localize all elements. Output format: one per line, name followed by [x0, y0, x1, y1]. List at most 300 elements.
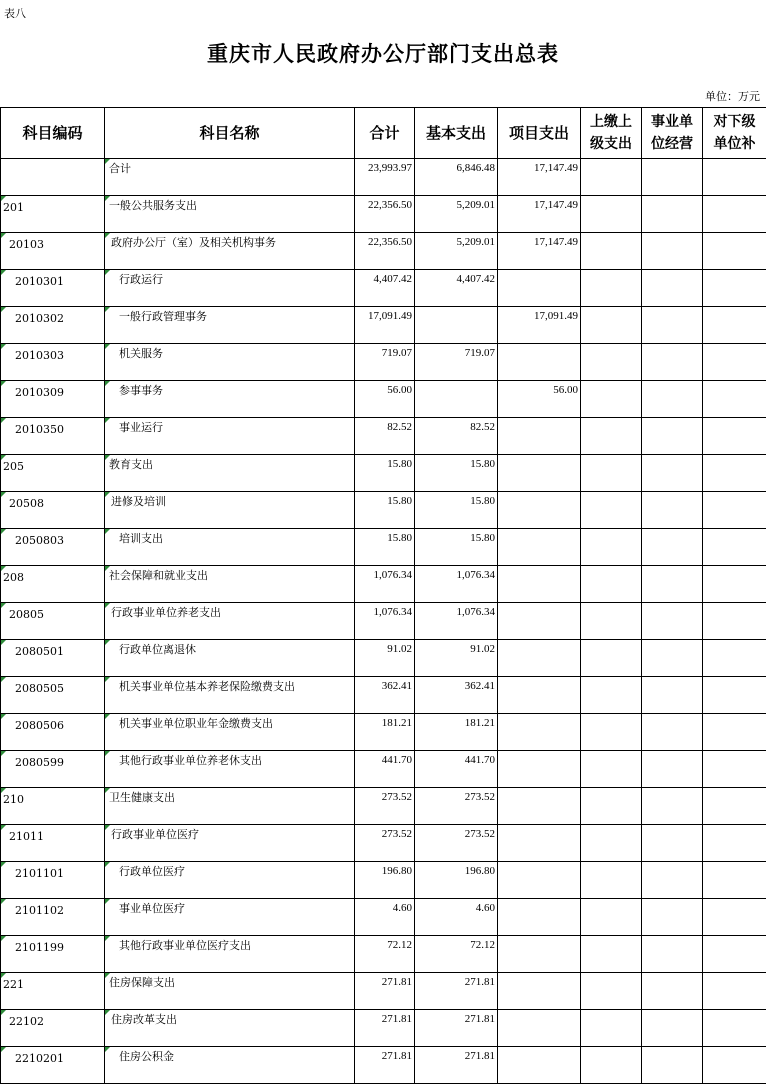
name-cell-text: 卫生健康支出 — [109, 791, 175, 804]
header-business-line2: 位经营 — [642, 133, 702, 155]
basic-cell — [415, 344, 498, 381]
name-cell-text: 一般公共服务支出 — [109, 199, 197, 212]
basic-cell-text: 5,209.01 — [457, 199, 496, 211]
cell-marker-icon — [1, 825, 6, 830]
code-cell — [1, 1010, 105, 1047]
subsidy-cell — [703, 862, 766, 899]
upper-cell — [581, 603, 642, 640]
cell-marker-icon — [105, 862, 110, 867]
name-cell — [105, 566, 355, 603]
table-row — [1, 418, 766, 455]
total-cell — [355, 381, 415, 418]
subsidy-cell — [703, 529, 766, 566]
header-basic: 基本支出 — [415, 108, 498, 159]
business-cell — [642, 566, 703, 603]
business-cell — [642, 714, 703, 751]
basic-cell — [415, 862, 498, 899]
total-cell-text: 1,076.34 — [374, 606, 413, 618]
cell-marker-icon — [105, 566, 110, 571]
cell-marker-icon — [105, 307, 110, 312]
business-cell — [642, 751, 703, 788]
subsidy-cell — [703, 381, 766, 418]
name-cell-text: 行政事业单位养老支出 — [111, 606, 221, 619]
upper-cell — [581, 529, 642, 566]
code-cell — [1, 270, 105, 307]
basic-cell — [415, 196, 498, 233]
cell-marker-icon — [1, 566, 6, 571]
code-cell — [1, 196, 105, 233]
code-cell-text: 201 — [3, 201, 24, 214]
header-name: 科目名称 — [105, 108, 355, 159]
header-row — [1, 108, 766, 159]
code-cell — [1, 233, 105, 270]
header-business — [642, 108, 703, 159]
cell-marker-icon — [105, 233, 110, 238]
cell-marker-icon — [105, 196, 110, 201]
cell-marker-icon — [105, 788, 110, 793]
expenditure-table — [0, 107, 766, 1084]
header-upper-line1: 上缴上 — [581, 111, 641, 133]
business-cell — [642, 455, 703, 492]
cell-marker-icon — [1, 270, 6, 275]
upper-cell — [581, 677, 642, 714]
basic-cell — [415, 566, 498, 603]
table-row — [1, 677, 766, 714]
basic-cell-text: 441.70 — [465, 754, 495, 766]
project-cell — [498, 603, 581, 640]
total-cell-text: 273.52 — [382, 791, 412, 803]
code-cell — [1, 529, 105, 566]
basic-cell-text: 72.12 — [470, 939, 495, 951]
project-cell-text: 56.00 — [553, 384, 578, 396]
subsidy-cell — [703, 751, 766, 788]
page-title: 重庆市人民政府办公厅部门支出总表 — [0, 38, 766, 68]
basic-cell-text: 196.80 — [465, 865, 495, 877]
subsidy-cell — [703, 344, 766, 381]
header-upper — [581, 108, 642, 159]
cell-marker-icon — [105, 344, 110, 349]
code-cell — [1, 714, 105, 751]
business-cell — [642, 640, 703, 677]
name-cell-text: 参事事务 — [119, 384, 163, 397]
name-cell — [105, 418, 355, 455]
basic-cell — [415, 455, 498, 492]
cell-marker-icon — [1, 381, 6, 386]
basic-cell-text: 719.07 — [465, 347, 495, 359]
project-cell — [498, 1047, 581, 1084]
total-cell — [355, 603, 415, 640]
table-row — [1, 1047, 766, 1084]
code-cell-text: 21011 — [9, 830, 44, 843]
basic-cell — [415, 973, 498, 1010]
upper-cell — [581, 1047, 642, 1084]
code-cell-text: 2080505 — [15, 682, 64, 695]
basic-cell — [415, 381, 498, 418]
basic-cell-text: 91.02 — [470, 643, 495, 655]
cell-marker-icon — [105, 455, 110, 460]
basic-cell-text: 82.52 — [470, 421, 495, 433]
upper-cell — [581, 307, 642, 344]
subsidy-cell — [703, 714, 766, 751]
cell-marker-icon — [105, 1047, 110, 1052]
subsidy-cell — [703, 418, 766, 455]
code-cell-text: 2050803 — [15, 534, 64, 547]
total-cell — [355, 270, 415, 307]
total-cell — [355, 936, 415, 973]
basic-cell-text: 6,846.48 — [457, 162, 496, 174]
code-cell-text: 2010350 — [15, 423, 64, 436]
cell-marker-icon — [105, 640, 110, 645]
total-cell — [355, 492, 415, 529]
total-cell — [355, 788, 415, 825]
business-cell — [642, 1047, 703, 1084]
subsidy-cell — [703, 603, 766, 640]
table-row — [1, 825, 766, 862]
basic-cell — [415, 936, 498, 973]
basic-cell — [415, 418, 498, 455]
project-cell — [498, 196, 581, 233]
name-cell-text: 一般行政管理事务 — [119, 310, 207, 323]
basic-cell — [415, 233, 498, 270]
name-cell-text: 住房公积金 — [119, 1050, 174, 1063]
name-cell-text: 进修及培训 — [111, 495, 166, 508]
code-cell-text: 208 — [3, 571, 24, 584]
upper-cell — [581, 899, 642, 936]
basic-cell — [415, 899, 498, 936]
name-cell — [105, 788, 355, 825]
business-cell — [642, 936, 703, 973]
business-cell — [642, 270, 703, 307]
header-subsidy — [703, 108, 766, 159]
cell-marker-icon — [1, 899, 6, 904]
total-cell — [355, 418, 415, 455]
name-cell — [105, 1010, 355, 1047]
name-cell-text: 行政运行 — [119, 273, 163, 286]
business-cell — [642, 159, 703, 196]
code-cell — [1, 973, 105, 1010]
name-cell-text: 事业单位医疗 — [119, 902, 185, 915]
header-business-line1: 事业单 — [642, 111, 702, 133]
cell-marker-icon — [105, 751, 110, 756]
table-row — [1, 936, 766, 973]
project-cell — [498, 381, 581, 418]
total-cell — [355, 344, 415, 381]
project-cell — [498, 862, 581, 899]
total-cell-text: 4,407.42 — [374, 273, 413, 285]
total-cell-text: 271.81 — [382, 1050, 412, 1062]
business-cell — [642, 862, 703, 899]
business-cell — [642, 529, 703, 566]
total-cell-text: 441.70 — [382, 754, 412, 766]
project-cell — [498, 307, 581, 344]
table-row — [1, 159, 766, 196]
business-cell — [642, 603, 703, 640]
code-cell — [1, 381, 105, 418]
table-row — [1, 455, 766, 492]
table-row — [1, 899, 766, 936]
basic-cell — [415, 1047, 498, 1084]
cell-marker-icon — [1, 307, 6, 312]
name-cell — [105, 936, 355, 973]
cell-marker-icon — [1, 492, 6, 497]
subsidy-cell — [703, 233, 766, 270]
basic-cell — [415, 1010, 498, 1047]
total-cell-text: 1,076.34 — [374, 569, 413, 581]
code-cell-text: 20103 — [9, 238, 44, 251]
name-cell — [105, 973, 355, 1010]
cell-marker-icon — [105, 936, 110, 941]
code-cell — [1, 751, 105, 788]
upper-cell — [581, 936, 642, 973]
name-cell-text: 事业运行 — [119, 421, 163, 434]
total-cell-text: 17,091.49 — [368, 310, 412, 322]
cell-marker-icon — [105, 899, 110, 904]
name-cell-text: 行政单位医疗 — [119, 865, 185, 878]
cell-marker-icon — [1, 418, 6, 423]
upper-cell — [581, 233, 642, 270]
code-cell — [1, 936, 105, 973]
total-cell-text: 15.80 — [387, 532, 412, 544]
table-number-label: 表八 — [4, 5, 26, 21]
cell-marker-icon — [1, 1047, 6, 1052]
code-cell-text: 2080501 — [15, 645, 64, 658]
upper-cell — [581, 196, 642, 233]
name-cell — [105, 159, 355, 196]
unit-label: 单位：万元 — [705, 88, 760, 104]
table-row — [1, 751, 766, 788]
name-cell — [105, 1047, 355, 1084]
name-cell-text: 机关事业单位职业年金缴费支出 — [119, 717, 273, 730]
name-cell — [105, 751, 355, 788]
name-cell — [105, 714, 355, 751]
name-cell — [105, 862, 355, 899]
business-cell — [642, 899, 703, 936]
table-row — [1, 529, 766, 566]
total-cell-text: 82.52 — [387, 421, 412, 433]
code-cell — [1, 566, 105, 603]
basic-cell — [415, 270, 498, 307]
business-cell — [642, 381, 703, 418]
total-cell-text: 4.60 — [393, 902, 412, 914]
code-cell — [1, 862, 105, 899]
code-cell — [1, 603, 105, 640]
cell-marker-icon — [105, 714, 110, 719]
project-cell — [498, 233, 581, 270]
basic-cell-text: 271.81 — [465, 1050, 495, 1062]
cell-marker-icon — [1, 196, 6, 201]
total-cell-text: 273.52 — [382, 828, 412, 840]
total-cell — [355, 714, 415, 751]
upper-cell — [581, 492, 642, 529]
cell-marker-icon — [105, 159, 110, 164]
total-cell-text: 196.80 — [382, 865, 412, 877]
project-cell — [498, 714, 581, 751]
code-cell-text: 205 — [3, 460, 24, 473]
header-subsidy-line2: 单位补 — [703, 133, 766, 155]
basic-cell-text: 273.52 — [465, 791, 495, 803]
table-row — [1, 788, 766, 825]
code-cell — [1, 455, 105, 492]
total-cell — [355, 751, 415, 788]
upper-cell — [581, 344, 642, 381]
table-row — [1, 973, 766, 1010]
total-cell-text: 22,356.50 — [368, 199, 412, 211]
code-cell-text: 2010301 — [15, 275, 64, 288]
cell-marker-icon — [105, 603, 110, 608]
project-cell — [498, 640, 581, 677]
subsidy-cell — [703, 455, 766, 492]
cell-marker-icon — [1, 344, 6, 349]
total-cell — [355, 529, 415, 566]
business-cell — [642, 825, 703, 862]
subsidy-cell — [703, 492, 766, 529]
total-cell — [355, 196, 415, 233]
basic-cell — [415, 529, 498, 566]
upper-cell — [581, 825, 642, 862]
table-row — [1, 640, 766, 677]
name-cell-text: 培训支出 — [119, 532, 163, 545]
name-cell-text: 机关服务 — [119, 347, 163, 360]
code-cell-text: 2010309 — [15, 386, 64, 399]
business-cell — [642, 307, 703, 344]
header-total: 合计 — [355, 108, 415, 159]
code-cell — [1, 899, 105, 936]
subsidy-cell — [703, 677, 766, 714]
business-cell — [642, 492, 703, 529]
basic-cell — [415, 159, 498, 196]
subsidy-cell — [703, 936, 766, 973]
cell-marker-icon — [1, 233, 6, 238]
project-cell — [498, 418, 581, 455]
code-cell-text: 2010303 — [15, 349, 64, 362]
subsidy-cell — [703, 307, 766, 344]
code-cell — [1, 640, 105, 677]
name-cell-text: 住房保障支出 — [109, 976, 175, 989]
business-cell — [642, 1010, 703, 1047]
name-cell — [105, 381, 355, 418]
total-cell — [355, 677, 415, 714]
total-cell-text: 719.07 — [382, 347, 412, 359]
name-cell — [105, 270, 355, 307]
project-cell — [498, 455, 581, 492]
name-cell — [105, 899, 355, 936]
code-cell — [1, 418, 105, 455]
code-cell — [1, 492, 105, 529]
cell-marker-icon — [1, 936, 6, 941]
code-cell — [1, 825, 105, 862]
upper-cell — [581, 1010, 642, 1047]
cell-marker-icon — [105, 418, 110, 423]
project-cell — [498, 492, 581, 529]
subsidy-cell — [703, 196, 766, 233]
total-cell-text: 91.02 — [387, 643, 412, 655]
project-cell — [498, 270, 581, 307]
project-cell — [498, 677, 581, 714]
business-cell — [642, 418, 703, 455]
business-cell — [642, 344, 703, 381]
code-cell — [1, 677, 105, 714]
code-cell-text: 2080599 — [15, 756, 64, 769]
upper-cell — [581, 418, 642, 455]
project-cell — [498, 159, 581, 196]
cell-marker-icon — [1, 1010, 6, 1015]
code-cell-text: 22102 — [9, 1015, 44, 1028]
total-cell-text: 23,993.97 — [368, 162, 412, 174]
basic-cell — [415, 788, 498, 825]
total-cell-text: 271.81 — [382, 976, 412, 988]
code-cell-text: 2010302 — [15, 312, 64, 325]
total-cell — [355, 640, 415, 677]
code-cell-text: 20805 — [9, 608, 44, 621]
basic-cell-text: 1,076.34 — [457, 606, 496, 618]
basic-cell-text: 271.81 — [465, 976, 495, 988]
name-cell — [105, 344, 355, 381]
code-cell-text: 2101101 — [15, 867, 64, 880]
total-cell — [355, 566, 415, 603]
basic-cell-text: 4,407.42 — [457, 273, 496, 285]
code-cell-text: 2080506 — [15, 719, 64, 732]
table-row — [1, 1010, 766, 1047]
upper-cell — [581, 714, 642, 751]
business-cell — [642, 788, 703, 825]
basic-cell — [415, 640, 498, 677]
header-subsidy-line1: 对下级 — [703, 111, 766, 133]
name-cell — [105, 640, 355, 677]
name-cell-text: 教育支出 — [109, 458, 153, 471]
table-row — [1, 270, 766, 307]
table-row — [1, 862, 766, 899]
basic-cell — [415, 307, 498, 344]
total-cell-text: 56.00 — [387, 384, 412, 396]
cell-marker-icon — [1, 714, 6, 719]
total-cell-text: 181.21 — [382, 717, 412, 729]
project-cell — [498, 936, 581, 973]
name-cell-text: 行政单位离退休 — [119, 643, 196, 656]
project-cell — [498, 566, 581, 603]
total-cell — [355, 159, 415, 196]
code-cell — [1, 1047, 105, 1084]
total-cell — [355, 455, 415, 492]
cell-marker-icon — [1, 862, 6, 867]
subsidy-cell — [703, 566, 766, 603]
business-cell — [642, 677, 703, 714]
cell-marker-icon — [1, 751, 6, 756]
name-cell — [105, 307, 355, 344]
table-row — [1, 492, 766, 529]
cell-marker-icon — [1, 529, 6, 534]
business-cell — [642, 233, 703, 270]
name-cell-text: 住房改革支出 — [111, 1013, 177, 1026]
code-cell — [1, 159, 105, 196]
cell-marker-icon — [105, 270, 110, 275]
table-row — [1, 196, 766, 233]
total-cell — [355, 862, 415, 899]
basic-cell — [415, 603, 498, 640]
basic-cell — [415, 714, 498, 751]
basic-cell-text: 362.41 — [465, 680, 495, 692]
code-cell-text: 20508 — [9, 497, 44, 510]
name-cell-text: 合计 — [109, 162, 131, 175]
project-cell — [498, 825, 581, 862]
table-row — [1, 714, 766, 751]
name-cell — [105, 233, 355, 270]
upper-cell — [581, 751, 642, 788]
total-cell-text: 271.81 — [382, 1013, 412, 1025]
cell-marker-icon — [1, 640, 6, 645]
table-row — [1, 603, 766, 640]
basic-cell — [415, 492, 498, 529]
basic-cell — [415, 677, 498, 714]
